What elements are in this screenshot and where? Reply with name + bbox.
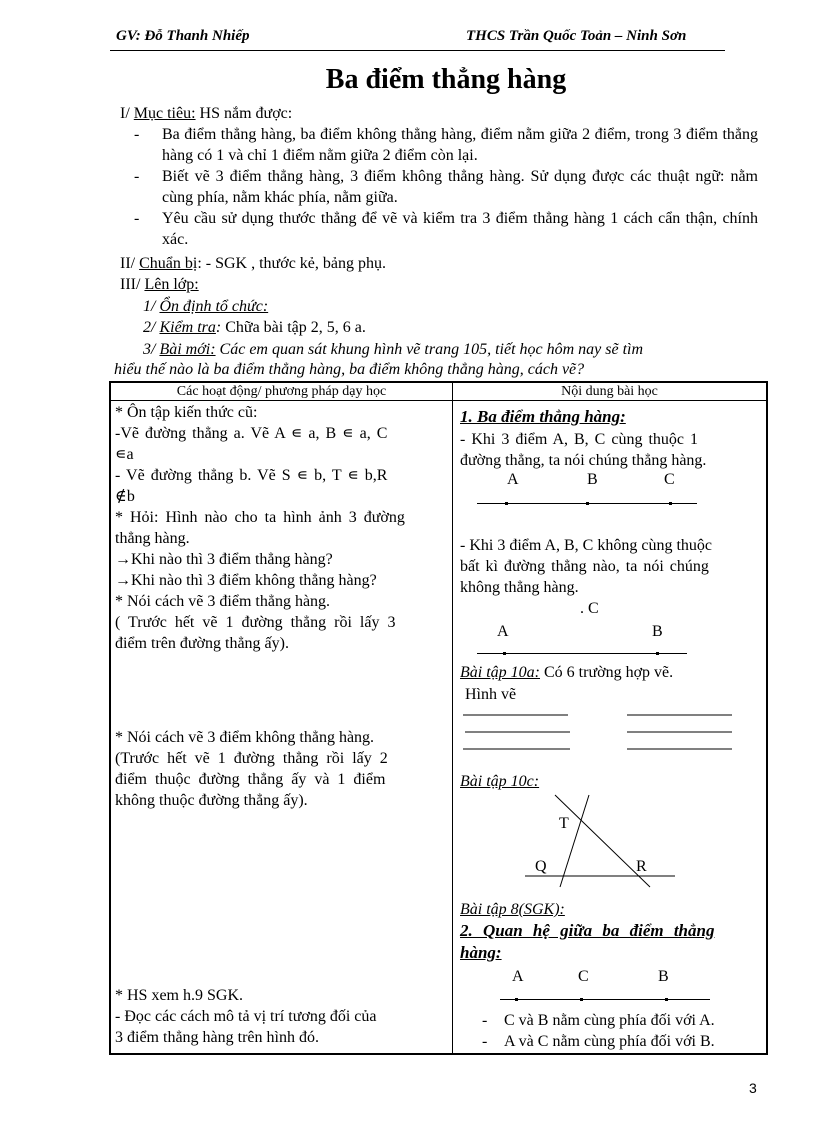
exercise-10c: Bài tập 10c: <box>460 773 540 790</box>
fig2-label-c: . C <box>580 600 599 617</box>
objective-item: - Ba điểm thẳng hàng, ba điểm không thẳng hàng, điểm nằm giữa 2 điểm, trong 3 điểm thẳng hàng có 1 và chỉ 1 điểm nằm giữa 2 điểm còn lại. <box>134 126 758 164</box>
fig3-label-r: R <box>636 858 647 875</box>
activity-line: điểm thuộc đường thẳng ấy và 1 điểm <box>115 771 386 788</box>
activity-line: - Vẽ đường thẳng b. Vẽ S ∊ b, T ∊ b,R <box>115 467 388 484</box>
fig1-point-a <box>505 502 508 505</box>
page-number: 3 <box>749 1080 757 1096</box>
activities-column-2 <box>115 727 446 811</box>
fig1-label-c: C <box>664 471 675 488</box>
section-1-title: 1. Ba điểm thẳng hàng: <box>460 407 626 426</box>
step-2: 2/ Kiểm tra: Chữa bài tập 2, 5, 6 a. <box>143 319 366 336</box>
activity-line: -Vẽ đường thẳng a. Vẽ A ∊ a, B ∊ a, C <box>115 425 388 442</box>
activities-column-3 <box>115 985 446 1048</box>
fig2-label-b: B <box>652 623 663 640</box>
table-right-border <box>766 381 768 1055</box>
fig4-line <box>500 999 710 1000</box>
fig3-label-q: Q <box>535 858 547 875</box>
header-school: THCS Trần Quốc Toản – Ninh Sơn <box>466 28 687 44</box>
relation-bullet: - C và B nằm cùng phía đối với A. <box>482 1012 715 1029</box>
exercise-8: Bài tập 8(SGK): <box>460 901 565 918</box>
fig1-label-b: B <box>587 471 598 488</box>
table-header-activities: Các hoạt động/ phương pháp dạy học <box>176 384 387 399</box>
fig4-label-b: B <box>658 968 669 985</box>
step-1: 1/ Ổn định tổ chức: <box>143 298 269 315</box>
relation-bullet: - A và C nằm cùng phía đối với B. <box>482 1033 715 1050</box>
section-1-text-line: - Khi 3 điểm A, B, C cùng thuộc 1 <box>460 431 698 448</box>
fig4-point-c <box>580 998 583 1001</box>
section-1-text2-line: không thẳng hàng. <box>460 579 579 596</box>
fig3-label-t: T <box>559 815 569 832</box>
activity-line: * HS xem h.9 SGK. <box>115 987 244 1004</box>
objective-item: - Yêu cầu sử dụng thước thẳng để vẽ và kiểm tra 3 điểm thẳng hàng 1 cách cẩn thận, chính xác. <box>134 210 758 248</box>
section-2-title: 2. Quan hệ giữa ba điểm thẳng hàng: <box>460 921 715 962</box>
step-3: 3/ Bài mới: Các em quan sát khung hình vẽ trang 105, tiết học hôm nay sẽ tìm <box>143 341 644 358</box>
section-1-text-line: đường thẳng, ta nói chúng thẳng hàng. <box>460 452 707 469</box>
table-left-border <box>109 381 111 1055</box>
activity-line: ∉b <box>115 488 135 505</box>
activity-line: - Đọc các cách mô tả vị trí tương đối của <box>115 1008 377 1025</box>
fig1-point-c <box>669 502 672 505</box>
fig2-point-b <box>656 652 659 655</box>
activities-column <box>115 402 446 654</box>
fig2-label-a: A <box>497 623 509 640</box>
fig4-point-b <box>665 998 668 1001</box>
activity-line: * Hỏi: Hình nào cho ta hình ảnh 3 đường <box>115 509 405 526</box>
activity-line: ∊a <box>115 446 134 463</box>
section-1-text2-line: - Khi 3 điểm A, B, C không cùng thuộc <box>460 537 712 554</box>
objective-item: - Biết vẽ 3 điểm thẳng hàng, 3 điểm không thẳng hàng. Sử dụng được các thuật ngữ: nằm cùng phía, nằm khác phía, nằm giữa. <box>134 168 758 206</box>
exercise-10a-figure-label: Hình vẽ <box>465 686 517 703</box>
activity-line: * Ôn tập kiến thức cũ: <box>115 404 258 421</box>
fig2-point-a <box>503 652 506 655</box>
table-header-content: Nội dung bài học <box>561 384 658 399</box>
header-author: GV: Đỗ Thanh Nhiếp <box>116 28 250 44</box>
activity-line: * Nói cách vẽ 3 điểm thẳng hàng. <box>115 593 331 610</box>
activity-line: ( Trước hết vẽ 1 đường thẳng rồi lấy 3 <box>115 614 396 631</box>
activity-line: (Trước hết vẽ 1 đường thẳng rồi lấy 2 <box>115 750 388 767</box>
fig1-label-a: A <box>507 471 519 488</box>
table-bottom-border <box>109 1053 768 1055</box>
objectives-heading: I/ Mục tiêu: HS nắm được: <box>120 105 293 122</box>
activity-line: thẳng hàng. <box>115 530 190 547</box>
exercise-10a: Bài tập 10a: Có 6 trường hợp vẽ. <box>460 664 674 681</box>
lesson-heading: III/ Lên lớp: <box>120 276 199 293</box>
objectives-list <box>134 124 758 250</box>
fig1-point-b <box>586 502 589 505</box>
activity-line: không thuộc đường thẳng ấy). <box>115 792 308 809</box>
section-1-text2-line: bất kì đường thẳng nào, ta nói chúng <box>460 558 709 575</box>
activity-line: 3 điểm thẳng hàng trên hình đó. <box>115 1029 319 1046</box>
header-rule <box>110 50 725 51</box>
activity-line: →Khi nào thì 3 điểm thẳng hàng? <box>115 551 333 568</box>
fig4-label-c: C <box>578 968 589 985</box>
page-title: Ba điểm thẳng hàng <box>325 64 567 95</box>
step-3-continued: hiểu thế nào là ba điểm thẳng hàng, ba điểm không thẳng hàng, cách vẽ? <box>114 361 585 378</box>
activity-line: điểm trên đường thẳng ấy). <box>115 635 289 652</box>
activity-line: * Nói cách vẽ 3 điểm không thẳng hàng. <box>115 729 375 746</box>
exercise-10a-lines <box>460 710 740 755</box>
activity-line: →Khi nào thì 3 điểm không thẳng hàng? <box>115 572 377 589</box>
fig4-point-a <box>515 998 518 1001</box>
table-column-divider <box>452 381 453 1055</box>
fig4-label-a: A <box>512 968 524 985</box>
preparation: II/ Chuẩn bị: - SGK , thước kẻ, bảng phụ. <box>120 255 386 272</box>
